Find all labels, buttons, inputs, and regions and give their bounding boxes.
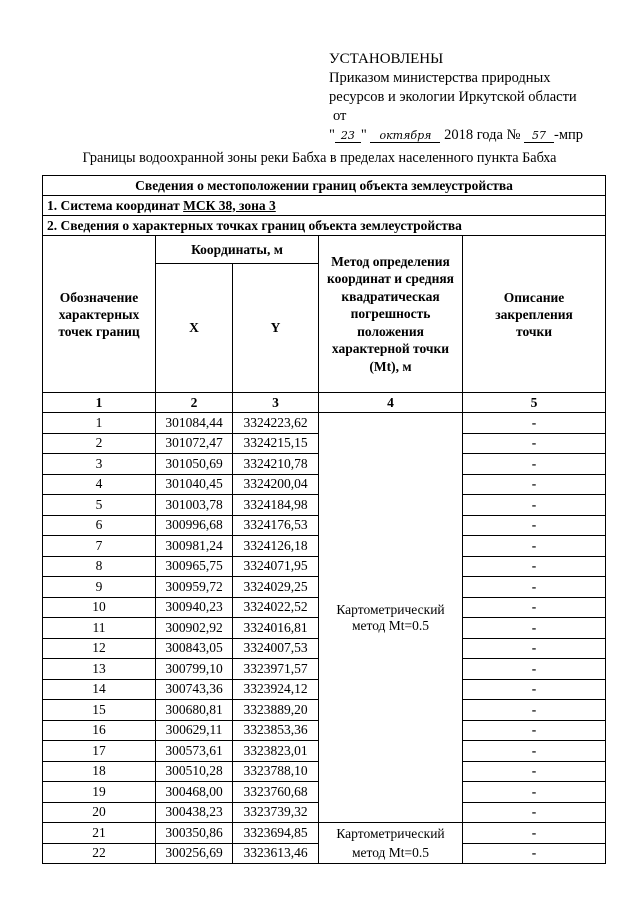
coordinate-y: 3323853,36 [233,720,319,741]
point-number: 9 [43,577,156,598]
coordinate-y: 3324200,04 [233,474,319,495]
table-row [43,823,606,844]
approval-heading: УСТАНОВЛЕНЫ [329,51,444,67]
coordinate-y: 3323694,85 [233,823,319,844]
column-numbers-row [43,393,606,413]
point-description: - [463,741,606,762]
point-description: - [463,782,606,803]
point-description: - [463,618,606,639]
column-header-point: Обозначение характерных точек границ [43,236,156,393]
coordinate-y: 3324022,52 [233,597,319,618]
point-number: 16 [43,720,156,741]
coordinate-y: 3324126,18 [233,536,319,557]
point-description: - [463,597,606,618]
section-1-prefix: 1. Система координат [47,197,184,213]
point-number: 4 [43,474,156,495]
coordinate-x: 301040,45 [156,474,233,495]
coordinates-table [42,175,606,864]
approval-line-3: ресурсов и экологии Иркутской области [329,89,577,105]
point-number: 14 [43,679,156,700]
coordinate-x: 300680,81 [156,700,233,721]
point-number: 8 [43,556,156,577]
coordinate-y: 3324223,62 [233,413,319,434]
point-number: 3 [43,454,156,475]
approval-block [329,50,583,145]
coordinate-y: 3324210,78 [233,454,319,475]
point-description: - [463,433,606,454]
coordinate-x: 300799,10 [156,659,233,680]
table-row [43,413,606,434]
point-number: 17 [43,741,156,762]
method-cell: Картометрический метод Mt=0.5 [319,413,463,823]
column-header-x: X [156,264,233,393]
point-description: - [463,577,606,598]
coordinate-x: 300573,61 [156,741,233,762]
point-description: - [463,761,606,782]
coordinate-y: 3324176,53 [233,515,319,536]
point-number: 15 [43,700,156,721]
coordinate-y: 3324071,95 [233,556,319,577]
column-header-method: Метод определения координат и средняя квадратическая погрешность положения характерной точки (Mt), м [319,236,463,393]
point-number: 12 [43,638,156,659]
point-number: 11 [43,618,156,639]
point-number: 2 [43,433,156,454]
coordinate-x: 300959,72 [156,577,233,598]
point-description: - [463,679,606,700]
column-number: 4 [319,393,463,413]
column-number: 1 [43,393,156,413]
point-description: - [463,843,606,864]
coordinate-y: 3323971,57 [233,659,319,680]
point-number: 5 [43,495,156,516]
document-title: Границы водоохранной зоны реки Бабха в пределах населенного пункта Бабха [82,150,557,166]
coordinate-x: 300996,68 [156,515,233,536]
coordinate-x: 300468,00 [156,782,233,803]
point-description: - [463,802,606,823]
point-description: - [463,515,606,536]
section-coordinate-system [43,196,606,216]
method-cell: Картометрический метод Mt=0.5 [319,823,463,864]
coordinate-y: 3323760,68 [233,782,319,803]
column-header-coordinates: Координаты, м [156,236,319,264]
coordinate-y: 3324016,81 [233,618,319,639]
section-characteristic-points: 2. Сведения о характерных точках границ объекта землеустройства [43,216,606,236]
point-number: 22 [43,843,156,864]
coordinate-x: 301072,47 [156,433,233,454]
table-main-header: Сведения о местоположении границ объекта землеустройства [43,176,606,196]
column-header-y: Y [233,264,319,393]
coordinate-x: 300965,75 [156,556,233,577]
point-description: - [463,454,606,475]
point-number: 19 [43,782,156,803]
point-number: 6 [43,515,156,536]
approval-month: октября [370,126,440,143]
coordinate-x: 300350,86 [156,823,233,844]
approval-day: 23 [335,126,361,143]
point-description: - [463,638,606,659]
coordinate-x: 300843,05 [156,638,233,659]
coordinate-x: 300902,92 [156,618,233,639]
coordinate-y: 3324029,25 [233,577,319,598]
coordinate-x: 300743,36 [156,679,233,700]
column-number: 5 [463,393,606,413]
coordinate-y: 3324215,15 [233,433,319,454]
point-number: 7 [43,536,156,557]
approval-line-4: от [333,108,347,124]
point-description: - [463,536,606,557]
column-number: 2 [156,393,233,413]
coordinate-x: 300940,23 [156,597,233,618]
point-number: 13 [43,659,156,680]
point-description: - [463,720,606,741]
approval-date-line: " 23 " октября 2018 года № 57 -мпр [329,127,584,143]
coordinate-system-name: МСК 38, зона 3 [183,197,276,213]
coordinate-x: 300981,24 [156,536,233,557]
coordinate-y: 3323739,32 [233,802,319,823]
coordinate-x: 301003,78 [156,495,233,516]
column-number: 3 [233,393,319,413]
coordinate-y: 3323924,12 [233,679,319,700]
coordinate-y: 3323613,46 [233,843,319,864]
coordinate-y: 3323889,20 [233,700,319,721]
coordinate-x: 300629,11 [156,720,233,741]
point-description: - [463,495,606,516]
approval-line-2: Приказом министерства природных [329,70,551,86]
point-number: 21 [43,823,156,844]
point-number: 1 [43,413,156,434]
point-number: 10 [43,597,156,618]
coordinate-y: 3324007,53 [233,638,319,659]
point-description: - [463,823,606,844]
coordinate-x: 300256,69 [156,843,233,864]
approval-year: 2018 года № [444,127,521,143]
coordinate-x: 300510,28 [156,761,233,782]
point-number: 20 [43,802,156,823]
column-header-description: Описание закрепления точки [463,236,606,393]
approval-number: 57 [524,126,554,143]
coordinate-y: 3323788,10 [233,761,319,782]
point-description: - [463,556,606,577]
coordinate-y: 3323823,01 [233,741,319,762]
point-description: - [463,659,606,680]
coordinate-x: 301084,44 [156,413,233,434]
approval-suffix: -мпр [554,127,584,143]
point-description: - [463,700,606,721]
coordinate-x: 301050,69 [156,454,233,475]
coordinate-y: 3324184,98 [233,495,319,516]
point-description: - [463,474,606,495]
coordinate-x: 300438,23 [156,802,233,823]
point-number: 18 [43,761,156,782]
point-description: - [463,413,606,434]
